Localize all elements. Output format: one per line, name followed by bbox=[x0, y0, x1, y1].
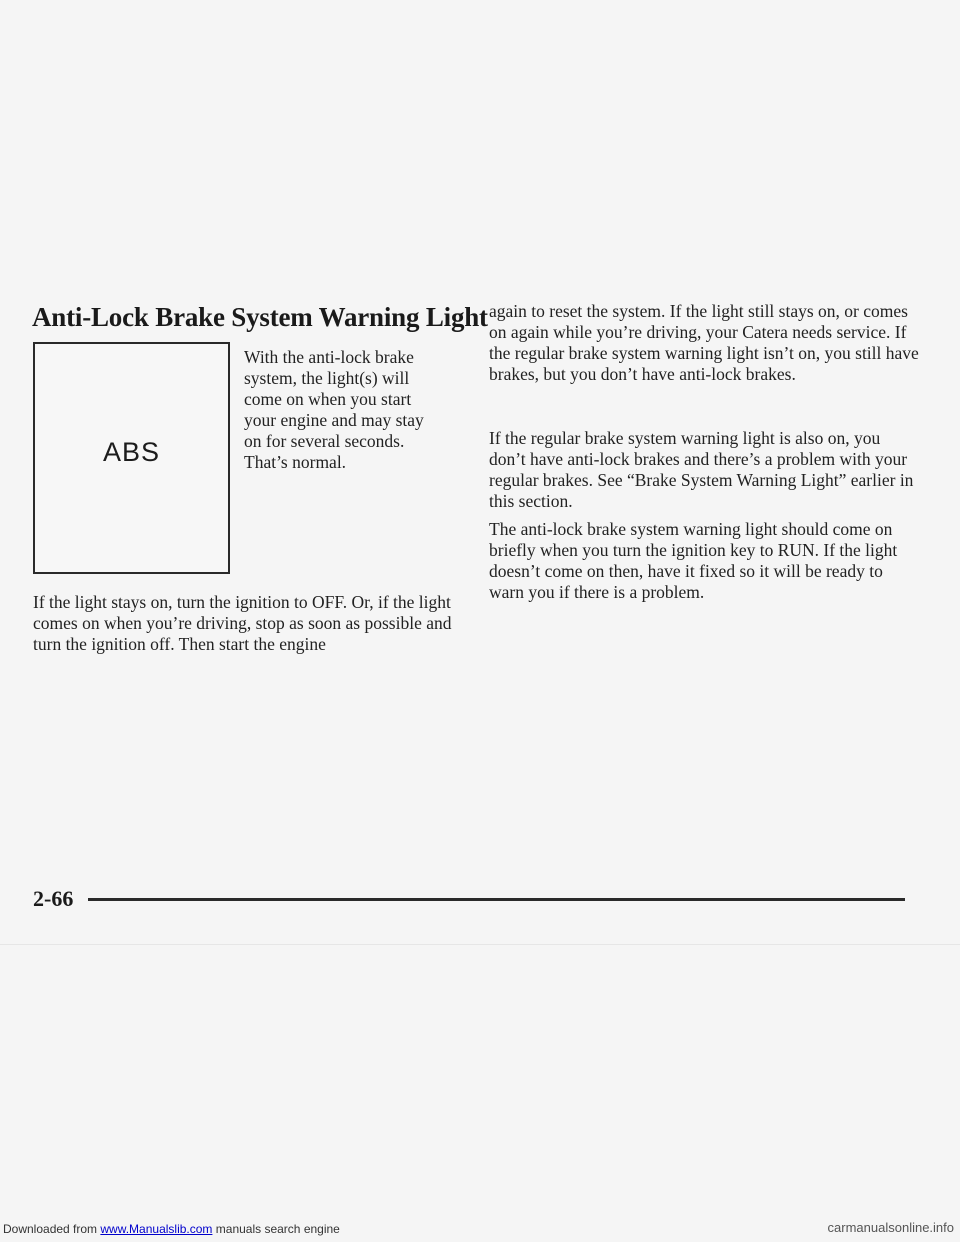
watermark-prefix: Downloaded from bbox=[3, 1222, 101, 1236]
site-watermark: carmanualsonline.info bbox=[827, 1220, 954, 1235]
watermark-suffix: manuals search engine bbox=[212, 1222, 340, 1236]
page-title: Anti-Lock Brake System Warning Light bbox=[32, 302, 488, 332]
manualslib-link[interactable]: www.Manualslib.com bbox=[100, 1222, 213, 1236]
scan-divider bbox=[0, 944, 960, 945]
paragraph-right-3: The anti-lock brake system warning light should come on briefly when you turn the ignition key to RUN. If the light doesn’t come on then, have it fixed so it will be ready to warn you if there is a problem. bbox=[489, 519, 898, 602]
page-number: 2-66 bbox=[33, 886, 74, 911]
abs-warning-light-icon bbox=[33, 342, 230, 574]
paragraph-beside-icon: With the anti-lock brake system, the light(s) will come on when you start your engine and may stay on for several seconds. That’s normal. bbox=[244, 347, 424, 472]
paragraph-left-bottom: If the light stays on, turn the ignition to OFF. Or, if the light comes on when you’re driving, stop as soon as possible and turn the ignition off. Then start the engine bbox=[33, 592, 452, 654]
paragraph-right-2: If the regular brake system warning light is also on, you don’t have anti-lock brakes and there’s a problem with your regular brakes. See “Brake System Warning Light” earlier in this section. bbox=[489, 428, 914, 511]
paragraph-right-1: again to reset the system. If the light still stays on, or comes on again while you’re driving, your Catera needs service. If the regular brake system warning light isn’t on, you still have brakes, but you don’t have anti-lock brakes. bbox=[489, 301, 919, 384]
download-watermark bbox=[3, 1222, 340, 1236]
footer-rule bbox=[88, 898, 905, 901]
abs-indicator-label: ABS bbox=[102, 436, 161, 467]
